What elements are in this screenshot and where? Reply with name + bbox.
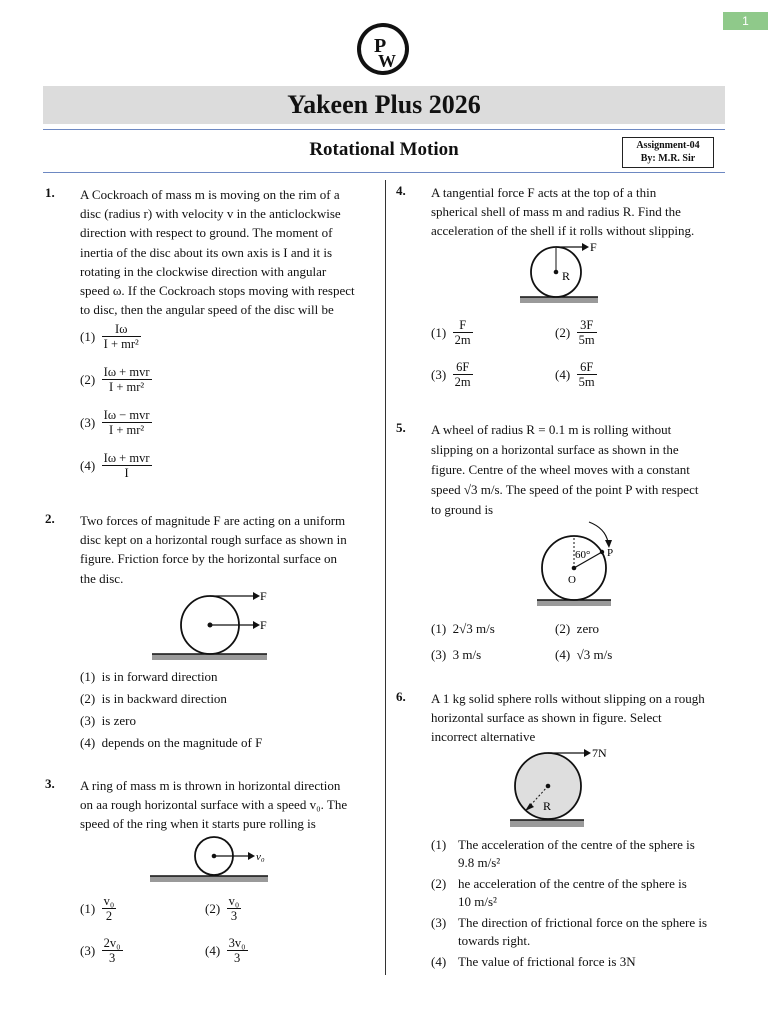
- option: [555, 620, 599, 638]
- text-line: speed ω. If the Cockroach stops moving with respect: [80, 283, 355, 299]
- text-line: incorrect alternative: [431, 729, 536, 745]
- text-line: to disc, then the angular speed of the disc will be: [80, 302, 334, 318]
- option-label: (3): [431, 915, 447, 930]
- text-line: A 1 kg solid sphere rolls without slipping on a rough: [431, 691, 705, 706]
- fraction-denominator: 3: [102, 950, 123, 965]
- chapter-title: Rotational Motion: [309, 139, 459, 160]
- author-label: By: M.R. Sir: [640, 153, 696, 164]
- question-2-text: [80, 511, 374, 588]
- text-line: A wheel of radius R = 0.1 m is rolling without: [431, 422, 672, 437]
- text-line: A tangential force F acts at the top of a thin: [431, 185, 657, 200]
- page-number: 1: [723, 12, 768, 30]
- option-label: (4): [555, 647, 571, 662]
- velocity-label: v₀: [256, 851, 265, 863]
- option-label: (1): [80, 328, 96, 344]
- option-line: towards right.: [458, 933, 531, 948]
- option-line: The direction of frictional force on the sphere is: [458, 915, 708, 930]
- fraction-denominator: I + mr²: [109, 380, 145, 394]
- fraction-numerator: 6F: [453, 360, 473, 375]
- option-label: (3): [431, 366, 447, 382]
- option-label: (2): [80, 691, 96, 706]
- fraction-denominator: I: [124, 466, 129, 480]
- text-line: acceleration of the shell if it rolls without slipping.: [431, 223, 695, 239]
- fraction-denominator: 2m: [454, 333, 471, 347]
- option-label: (1): [80, 669, 96, 684]
- option: [555, 318, 597, 347]
- text-line: disc (radius r) with velocity v in the anticlockwise: [80, 206, 341, 222]
- option: [555, 360, 597, 389]
- question-number: 1.: [45, 185, 55, 200]
- text-line: direction with respect to ground. The moment of: [80, 225, 333, 241]
- q4-shell-figure: [518, 238, 618, 308]
- option-label: (4): [555, 366, 571, 382]
- centre-label: O: [568, 574, 576, 586]
- force-label: F: [590, 240, 597, 254]
- column-divider: [385, 180, 386, 975]
- option-line: The value of frictional force is 3N: [458, 954, 636, 969]
- fraction-denominator: I + mr²: [109, 423, 145, 437]
- text-line: A ring of mass m is thrown in horizontal direction: [80, 778, 341, 793]
- option-text: 3 m/s: [452, 647, 482, 662]
- radius-label: R: [562, 269, 571, 283]
- fraction-denominator: 2m: [454, 375, 471, 389]
- option-text: is zero: [101, 713, 136, 728]
- option-label: (3): [80, 942, 96, 958]
- option: [431, 620, 495, 638]
- fraction-numerator: v₀: [228, 894, 240, 908]
- text-line: speed √3 m/s. The speed of the point P with respect: [431, 482, 699, 497]
- option: [205, 894, 241, 923]
- option-line: 10 m/s²: [458, 894, 497, 909]
- option: [80, 322, 141, 351]
- option: [80, 894, 116, 923]
- question-4-text: [431, 183, 723, 241]
- question-number: 2.: [45, 511, 55, 526]
- option-label: (4): [205, 942, 221, 958]
- radius-label: R: [543, 799, 552, 813]
- fraction-denominator: 3: [227, 908, 242, 923]
- option-text: zero: [576, 621, 600, 636]
- svg-text:W: W: [378, 51, 396, 71]
- force-label: F: [260, 589, 267, 603]
- option-label: (3): [80, 414, 96, 430]
- option: [80, 451, 152, 480]
- fraction-numerator: F: [453, 318, 473, 333]
- force-label: 7N: [592, 746, 607, 760]
- option-label: (2): [80, 371, 96, 387]
- option-text: is in backward direction: [101, 691, 227, 706]
- q2-disc-figure: [150, 586, 280, 664]
- option: [431, 953, 723, 971]
- option-line: he acceleration of the centre of the sphere is: [458, 876, 687, 891]
- option-text: is in forward direction: [101, 669, 218, 684]
- page-title: Yakeen Plus 2026: [43, 86, 725, 124]
- option-line: The acceleration of the centre of the sphere is: [458, 837, 695, 852]
- text-line: horizontal surface as shown in figure. Select: [431, 710, 662, 726]
- option: [431, 646, 481, 664]
- fraction-numerator: Iω + mvr: [103, 365, 150, 379]
- assignment-label: Assignment-04: [636, 140, 700, 151]
- option: [80, 690, 227, 708]
- question-5-text: [431, 420, 723, 520]
- option-line: 9.8 m/s²: [458, 855, 501, 870]
- text-line: disc kept on a horizontal rough surface as shown in: [80, 532, 347, 548]
- option-label: (2): [555, 324, 571, 340]
- question-6-text: [431, 689, 723, 747]
- fraction-numerator: v₀: [103, 894, 115, 908]
- option-label: (2): [555, 621, 571, 636]
- fraction-numerator: 2v₀: [103, 936, 121, 950]
- option: [205, 936, 248, 965]
- text-line: speed of the ring when it starts pure rolling is: [80, 816, 316, 832]
- option: [431, 875, 723, 911]
- fraction-numerator: 6F: [577, 360, 597, 375]
- fraction-denominator: 5m: [578, 375, 595, 389]
- fraction-numerator: 3F: [577, 318, 597, 333]
- option-label: (1): [431, 324, 447, 340]
- fraction-denominator: 2: [102, 908, 117, 923]
- option-text: 2√3 m/s: [452, 621, 495, 636]
- question-number: 5.: [396, 420, 406, 435]
- question-3-text: [80, 776, 374, 834]
- text-line: slipping on a horizontal surface as shown in the: [431, 442, 679, 457]
- option-label: (1): [80, 900, 96, 916]
- option: [80, 734, 262, 752]
- angle-label: 60°: [575, 549, 591, 561]
- option-text: depends on the magnitude of F: [101, 735, 263, 750]
- option-label: (3): [80, 713, 96, 728]
- force-label: F: [260, 618, 267, 632]
- fraction-numerator: 3v₀: [228, 936, 246, 950]
- text-line: Two forces of magnitude F are acting on a uniform: [80, 513, 346, 528]
- fraction-denominator: 3: [227, 950, 248, 965]
- fraction-numerator: Iω + mvr: [103, 451, 150, 465]
- text-line: rotating in the clockwise direction with angular: [80, 263, 327, 279]
- option-label: (4): [80, 457, 96, 473]
- q3-ring-figure: [148, 834, 278, 888]
- q5-wheel-figure: [535, 516, 635, 612]
- text-line: on aa rough horizontal surface with a speed v₀. The: [80, 797, 348, 813]
- header-rule-top: [43, 129, 725, 130]
- option-label: (4): [80, 735, 96, 750]
- fraction-numerator: Iω − mvr: [103, 408, 150, 422]
- fraction-denominator: I + mr²: [103, 337, 139, 351]
- svg-text:P: P: [374, 35, 387, 57]
- text-line: to ground is: [431, 502, 494, 517]
- text-line: inertia of the disc about its own axis is I and it is: [80, 244, 333, 260]
- option: [80, 668, 218, 686]
- question-number: 4.: [396, 183, 406, 198]
- option: [431, 836, 723, 872]
- option: [80, 408, 152, 437]
- option: [80, 712, 136, 730]
- question-1-text: [80, 185, 374, 319]
- option: [431, 914, 723, 950]
- assignment-box: [622, 137, 714, 168]
- option-text: √3 m/s: [576, 647, 613, 662]
- option-label: (1): [431, 837, 447, 852]
- question-number: 3.: [45, 776, 55, 791]
- text-line: figure. Friction force by the horizontal surface on: [80, 551, 338, 567]
- option: [431, 318, 473, 347]
- text-line: the disc.: [80, 570, 124, 586]
- text-line: spherical shell of mass m and radius R. Find the: [431, 204, 681, 220]
- header-rule-bottom: [43, 172, 725, 173]
- option-label: (3): [431, 647, 447, 662]
- text-line: figure. Centre of the wheel moves with a constant: [431, 462, 690, 477]
- q6-sphere-figure: [508, 744, 628, 834]
- option-label: (1): [431, 621, 447, 636]
- option-label: (2): [205, 900, 221, 916]
- option: [555, 646, 612, 664]
- text-line: A Cockroach of mass m is moving on the rim of a: [80, 187, 340, 202]
- question-number: 6.: [396, 689, 406, 704]
- option: [80, 936, 123, 965]
- fraction-numerator: Iω: [102, 322, 141, 337]
- option-label: (4): [431, 954, 447, 969]
- point-label: P: [607, 547, 614, 559]
- pw-logo: [356, 22, 410, 76]
- option: [80, 365, 152, 394]
- option-label: (2): [431, 876, 447, 891]
- fraction-denominator: 5m: [578, 333, 595, 347]
- option: [431, 360, 473, 389]
